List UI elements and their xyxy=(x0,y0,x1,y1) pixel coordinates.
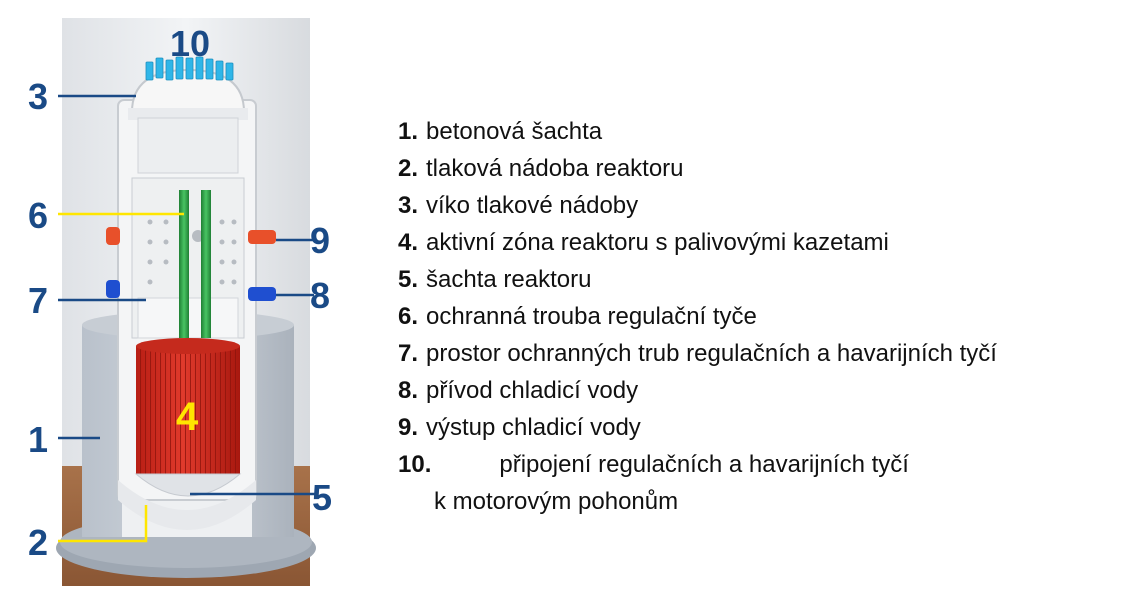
coolant-inlet-nozzle xyxy=(248,287,276,301)
legend-item-1 xyxy=(398,113,997,150)
callout-3: 3 xyxy=(28,76,49,117)
legend-item-7 xyxy=(398,335,997,372)
legend-number: 2. xyxy=(398,155,419,182)
legend-text: betonová šachta xyxy=(426,118,603,145)
legend-item-5 xyxy=(398,261,997,298)
component-legend xyxy=(398,113,997,520)
legend-text: tlaková nádoba reaktoru xyxy=(426,155,684,182)
legend-text: šachta reaktoru xyxy=(426,266,592,293)
legend-text: ochranná trouba regulační tyče xyxy=(426,303,757,330)
legend-item-10 xyxy=(398,446,997,483)
legend-item-2 xyxy=(398,150,997,187)
legend-number: 10. xyxy=(398,451,432,478)
callout-1: 1 xyxy=(28,419,49,460)
callout-10: 10 xyxy=(170,23,211,64)
callout-7: 7 xyxy=(28,280,49,321)
control-rod-tube-2 xyxy=(201,190,211,338)
callout-6: 6 xyxy=(28,195,49,236)
callout-4: 4 xyxy=(176,395,199,439)
legend-number: 1. xyxy=(398,118,419,145)
legend-item-9 xyxy=(398,409,997,446)
legend-item-3 xyxy=(398,187,997,224)
legend-text: aktivní zóna reaktoru s palivovými kazetami xyxy=(426,229,889,256)
control-rod-tube-1 xyxy=(179,190,189,338)
legend-number: 6. xyxy=(398,303,419,330)
reactor-cutaway-model xyxy=(0,0,340,600)
legend-text: přívod chladicí vody xyxy=(426,377,639,404)
legend-number: 3. xyxy=(398,192,419,219)
callout-9: 9 xyxy=(310,220,331,261)
legend-item-6 xyxy=(398,298,997,335)
legend-item-10-continuation xyxy=(398,483,997,520)
legend-number: 7. xyxy=(398,340,419,367)
legend-text: víko tlakové nádoby xyxy=(426,192,639,219)
legend-text: prostor ochranných trub regulačních a havarijních tyčí xyxy=(426,340,997,367)
legend-number: 4. xyxy=(398,229,419,256)
legend-text: připojení regulačních a havarijních tyčí xyxy=(499,451,909,478)
legend-item-4 xyxy=(398,224,997,261)
callout-8: 8 xyxy=(310,275,331,316)
callout-5: 5 xyxy=(312,477,333,518)
callout-2: 2 xyxy=(28,522,49,563)
legend-number: 9. xyxy=(398,414,419,441)
legend-number: 8. xyxy=(398,377,419,404)
legend-text: k motorovým pohonům xyxy=(434,488,679,515)
coolant-outlet-nozzle xyxy=(248,230,276,244)
legend-text: výstup chladicí vody xyxy=(426,414,641,441)
legend-number: 5. xyxy=(398,266,419,293)
legend-item-8 xyxy=(398,372,997,409)
